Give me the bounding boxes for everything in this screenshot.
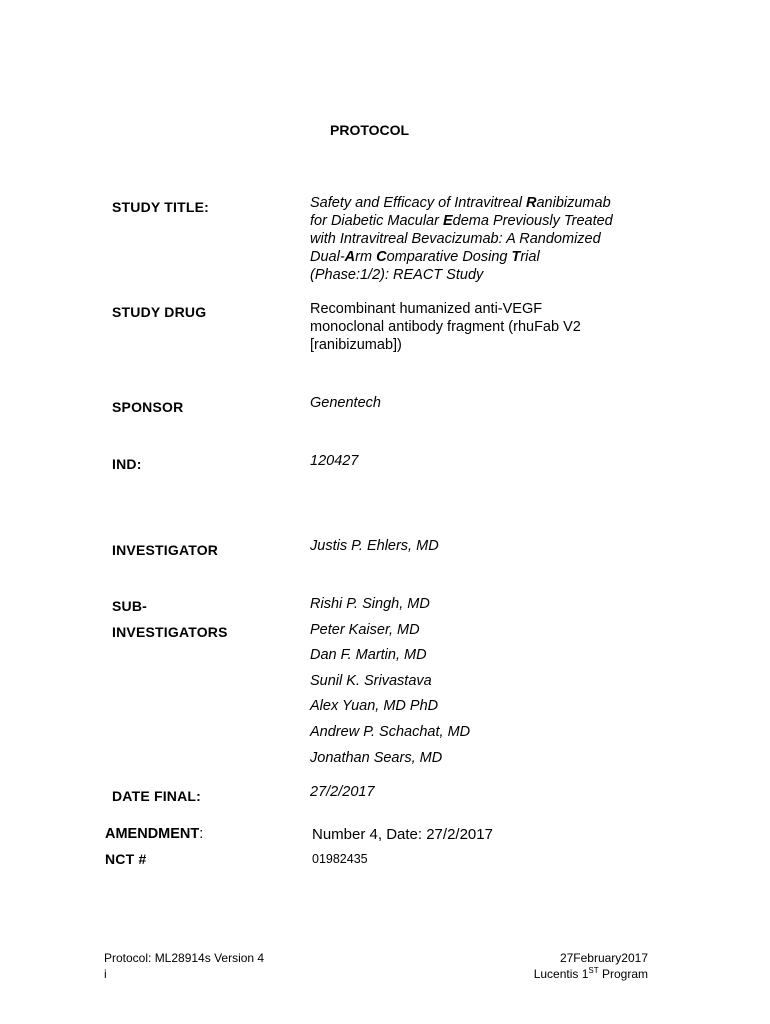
date-final-value: 27/2/2017 [310, 784, 375, 800]
study-title-label: STUDY TITLE: [112, 199, 210, 215]
sub-investigator-name: Sunil K. Srivastava [310, 673, 432, 689]
study-title-segment: (Phase:1/2): REACT Study [310, 267, 484, 283]
sponsor-value: Genentech [310, 395, 381, 411]
study-title-segment: with Intravitreal Bevacizumab: A Randomized [310, 231, 601, 247]
study-title-segment: anibizumab [536, 195, 611, 211]
footer-left [104, 950, 264, 982]
amendment-value: Number 4, Date: 27/2/2017 [312, 826, 493, 843]
study-title-emphasis: E [442, 213, 453, 229]
study-title-segment: dema Previously Treated [452, 213, 613, 229]
investigator-value: Justis P. Ehlers, MD [310, 538, 439, 554]
amendment-label [105, 826, 203, 842]
footer-program [534, 966, 648, 982]
ind-value: 120427 [310, 453, 359, 469]
ind-label: IND: [112, 456, 142, 472]
study-drug-line: monoclonal antibody fragment (rhuFab V2 [310, 319, 581, 335]
study-title-segment: omparative Dosing [386, 249, 512, 265]
sub-investigator-name: Dan F. Martin, MD [310, 647, 427, 663]
study-title-line [310, 230, 613, 248]
study-title-emphasis: A [344, 249, 356, 265]
study-title-emphasis: R [526, 195, 537, 211]
footer-date: 27February2017 [559, 951, 648, 965]
study-drug-value [310, 300, 581, 354]
sponsor-label: SPONSOR [112, 399, 184, 415]
study-title-segment: Safety and Efficacy of Intravitreal [310, 195, 526, 211]
study-title-emphasis: C [376, 249, 387, 265]
footer-program-post: Program [598, 967, 648, 981]
footer-program-pre: Lucentis 1 [533, 967, 589, 981]
date-final-label: DATE FINAL: [112, 788, 202, 804]
amendment-label-colon: : [199, 826, 204, 842]
amendment-label-text: AMENDMENT [105, 826, 200, 842]
footer-protocol-version: Protocol: ML28914s Version 4 [104, 951, 265, 965]
footer-right [534, 950, 648, 982]
study-title-line [310, 212, 613, 230]
sub-investigators-label-line1: SUB- [112, 598, 148, 614]
study-drug-line: Recombinant humanized anti-VEGF [310, 301, 543, 317]
sub-investigator-name: Andrew P. Schachat, MD [310, 724, 471, 740]
study-drug-line: [ranibizumab]) [310, 337, 402, 353]
nct-value: 01982435 [312, 852, 368, 866]
study-title-segment: rial [520, 249, 540, 265]
footer-program-sup: ST [588, 966, 599, 975]
sub-investigator-name: Peter Kaiser, MD [310, 622, 420, 638]
study-title-line [310, 266, 613, 284]
study-drug-label: STUDY DRUG [112, 304, 207, 320]
study-title-line [310, 248, 613, 266]
investigator-label: INVESTIGATOR [112, 542, 219, 558]
study-title-value [310, 194, 613, 284]
nct-label: NCT # [105, 851, 147, 867]
page-title: PROTOCOL [330, 122, 410, 138]
sub-investigator-name: Jonathan Sears, MD [310, 750, 443, 766]
footer-page-number: i [104, 967, 107, 981]
study-title-segment: Dual- [310, 249, 345, 265]
sub-investigator-name: Alex Yuan, MD PhD [310, 698, 439, 714]
study-title-line [310, 194, 613, 212]
study-title-segment: for Diabetic Macular [310, 213, 443, 229]
study-title-segment: rm [355, 249, 377, 265]
study-title-emphasis: T [511, 249, 521, 265]
sub-investigators-label-line2: INVESTIGATORS [112, 624, 228, 640]
sub-investigator-name: Rishi P. Singh, MD [310, 596, 430, 612]
